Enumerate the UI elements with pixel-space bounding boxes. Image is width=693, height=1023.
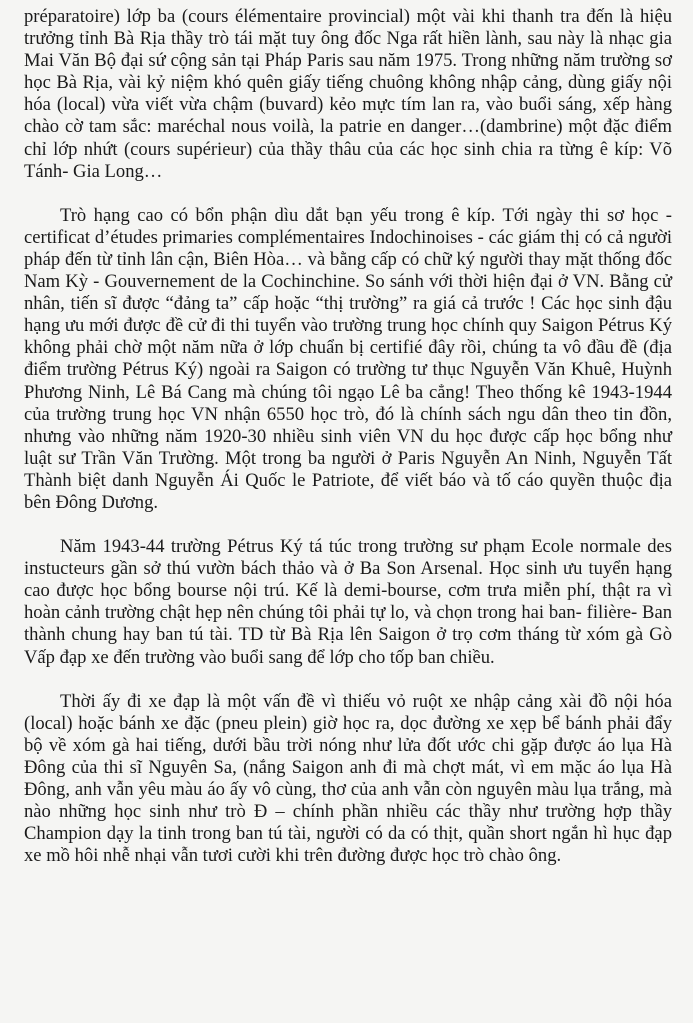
- paragraph-3: Năm 1943-44 trường Pétrus Ký tá túc trong trường sư phạm Ecole normale des instucteurs gần sở thú vườn bách thảo và ở Ba Son Arsenal. Học sinh ưu tuyển hạng cao được học bổng bourse nội trú. Kế là demi-bourse, cơm trưa miễn phí, thật ra vì hoàn cảnh trường chật hẹp nên chúng tôi phải tự lo, và chọn trong hai ban- filière- Ban thành chung hay ban tú tài. TD từ Bà Rịa lên Saigon ở trọ cơm tháng từ xóm gà Gò Vấp đạp xe đến trường vào buổi sang để lớp cho tốp ban chiều.: [24, 536, 672, 668]
- paragraph-1: préparatoire) lớp ba (cours élémentaire provincial) một vài khi thanh tra đến là hiệu trưởng tỉnh Bà Rịa thầy trò tái mặt tuy ông đốc Nga rất hiền lành, sau này là nhạc gia Mai Văn Bộ đại sứ cộng sản tại Pháp Paris sau năm 1975. Trong những năm trường sơ học Bà Rịa, vài kỷ niệm khó quên giấy tiếng chuông không nhập cảng, dùng giấy nội hóa (local) vừa viết vừa chậm (buvard) kẻo mực tím lan ra, vào buổi sáng, xếp hàng chào cờ tam sắc: maréchal nous voilà, la patrie en danger…(dambrine) một đặc điểm chỉ lớp nhứt (cours supérieur) của thầy thâu của các học sinh chia ra từng ê kíp: Võ Tánh- Gia Long…: [24, 6, 672, 182]
- document-body: [24, 6, 672, 889]
- paragraph-4: Thời ấy đi xe đạp là một vấn đề vì thiếu vỏ ruột xe nhập cảng xài đồ nội hóa (local) hoặc bánh xe đặc (pneu plein) giờ học ra, dọc đường xe xẹp bể bánh phải đẩy bộ về xóm gà hai tiếng, dưới bầu trời nóng như lửa đốt ước chi gặp được áo lụa Hà Đông của thi sĩ Nguyên Sa, (nắng Saigon anh đi mà chợt mát, vì em mặc áo lụa Hà Đông, anh vẫn yêu màu áo ấy vô cùng, thơ của anh vẫn còn nguyên màu lụa trắng, mà nào những học sinh như trò Đ – chính phần nhiều các thầy như trường hợp thầy Champion dạy la tinh trong ban tú tài, người có da có thịt, quần short ngắn hì hục đạp xe mồ hôi nhễ nhại vẫn tươi cười khi trên đường được học trò chào ông.: [24, 690, 672, 867]
- paragraph-2: Trò hạng cao có bổn phận dìu dắt bạn yếu trong ê kíp. Tới ngày thi sơ học - certificat d’études primaries complémentaires Indochinoises - các giám thị có cả người pháp đến từ tỉnh lân cận, Biên Hòa… và bằng cấp có chữ ký người thay mặt thống đốc Nam Kỳ - Gouvernement de la Cochinchine. So sánh với thời hiện đại ở VN. Bằng cử nhân, tiến sĩ được “đảng ta” cấp hoặc “thị trường” ra giá cả trước ! Các học sinh đậu hạng ưu mới được đề cử đi thi tuyển vào trường trung học chính quy Saigon Pétrus Ký không phải chờ một năm nữa ở lớp chuẩn bị certifié đây rồi, chúng ta vô đầu đề (địa điểm trường Pétrus Ký) ngoài ra Saigon có trường tư thục Nguyễn Văn Khuê, Huỳnh Phương Ninh, Lê Bá Cang mà chúng tôi ngạo Lê ba cẳng! Theo thống kê 1943-1944 của trường trung học VN nhận 6550 học trò, đó là chính sách ngu dân theo tin đồn, nhưng vào những năm 1920-30 nhiều sinh viên VN du học được cấp học bổng như luật sư Trần Văn Trường. Một trong ba người ở Paris Nguyễn An Ninh, Nguyễn Tất Thành biệt danh Nguyễn Ái Quốc le Patriote, để viết báo và tố cáo quyền thuộc địa bên Đông Dương.: [24, 204, 672, 513]
